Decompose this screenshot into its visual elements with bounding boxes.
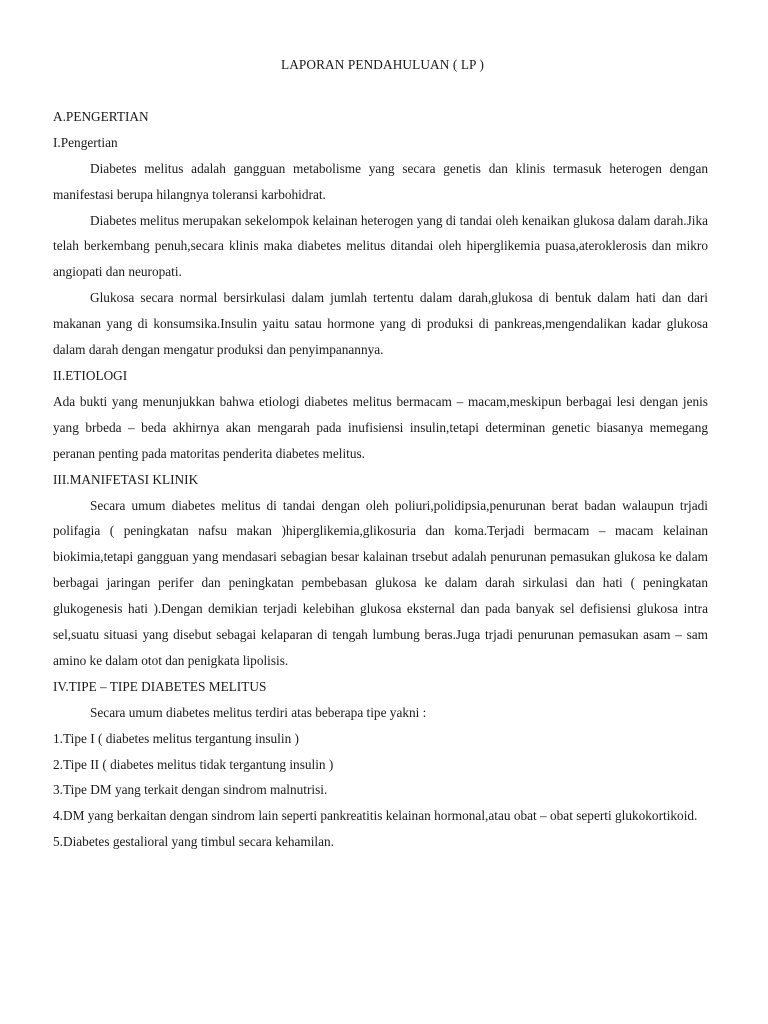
section-heading-pengertian-a: A.PENGERTIAN: [53, 108, 149, 124]
list-item-tipe-1: 1.Tipe I ( diabetes melitus tergantung insulin ): [53, 730, 299, 746]
paragraph-tipe-intro: Secara umum diabetes melitus terdiri atas beberapa tipe yakni :: [90, 704, 427, 720]
list-item-tipe-4: 4.DM yang berkaitan dengan sindrom lain seperti pankreatitis kelainan hormonal,atau obat – obat seperti glukokortikoid.: [53, 808, 698, 824]
paragraph-definition-1: Diabetes melitus adalah gangguan metabolisme yang secara genetis dan klinis termasuk heterogen dengan manifestasi berupa hilangnya toleransi karbohidrat.: [53, 160, 708, 202]
section-heading-etiologi: II.ETIOLOGI: [53, 367, 128, 383]
list-item-tipe-5: 5.Diabetes gestalioral yang timbul secara kehamilan.: [53, 834, 334, 850]
subsection-heading-pengertian: I.Pengertian: [53, 134, 118, 150]
paragraph-definition-2: Diabetes melitus merupakan sekelompok kelainan heterogen yang di tandai oleh kenaikan glukosa dalam darah.Jika telah berkembang penuh,secara klinis maka diabetes melitus ditandai oleh hiperglikemia puasa,ateroklerosis dan mikro angiopati dan neuropati.: [53, 212, 708, 280]
paragraph-definition-3: Glukosa secara normal bersirkulasi dalam jumlah tertentu dalam darah,glukosa di bentuk dalam hati dan dari makanan yang di konsumsika.Insulin yaitu satau hormone yang di produksi di pankreas,mengendalikan kadar glukosa dalam darah dengan mengatur produksi dan penyimpanannya.: [53, 290, 708, 358]
paragraph-etiologi: Ada bukti yang menunjukkan bahwa etiologi diabetes melitus bermacam – macam,meskipun berbagai lesi dengan jenis yang brbeda – beda akhirnya akan mengarah pada inufisiensi insulin,tetapi determinan genetic biasanya memegang peranan penting pada matoritas penderita diabetes melitus.: [53, 393, 708, 461]
document-page: [53, 52, 708, 855]
list-item-tipe-3: 3.Tipe DM yang terkait dengan sindrom malnutrisi.: [53, 782, 328, 798]
section-heading-tipe: IV.TIPE – TIPE DIABETES MELITUS: [53, 678, 267, 694]
section-heading-manifestasi: III.MANIFETASI KLINIK: [53, 471, 199, 487]
document-title: LAPORAN PENDAHULUAN ( LP ): [280, 57, 485, 72]
list-item-tipe-2: 2.Tipe II ( diabetes melitus tidak tergantung insulin ): [53, 756, 334, 772]
paragraph-manifestasi: Secara umum diabetes melitus di tandai dengan oleh poliuri,polidipsia,penurunan berat badan walaupun trjadi polifagia ( peningkatan nafsu makan )hiperglikemia,glikosuria dan koma.Terjadi bermacam – macam kelainan biokimia,tetapi gangguan yang mendasari sebagian besar kalainan trsebut adalah penurunan pemasukan glukosa ke dalam berbagai jaringan perifer dan peningkatan pembebasan glukosa ke dalam darah sirkulasi dan hati ( peningkatan glukogenesis hati ).Dengan demikian terjadi kelebihan glukosa eksternal dan pada banyak sel defisiensi glukosa intra sel,suatu situasi yang disebut sebagai kelaparan di tengah lumbung beras.Juga trjadi penurunan pemasukan asam – sam amino ke dalam otot dan penigkata lipolisis.: [53, 497, 708, 668]
